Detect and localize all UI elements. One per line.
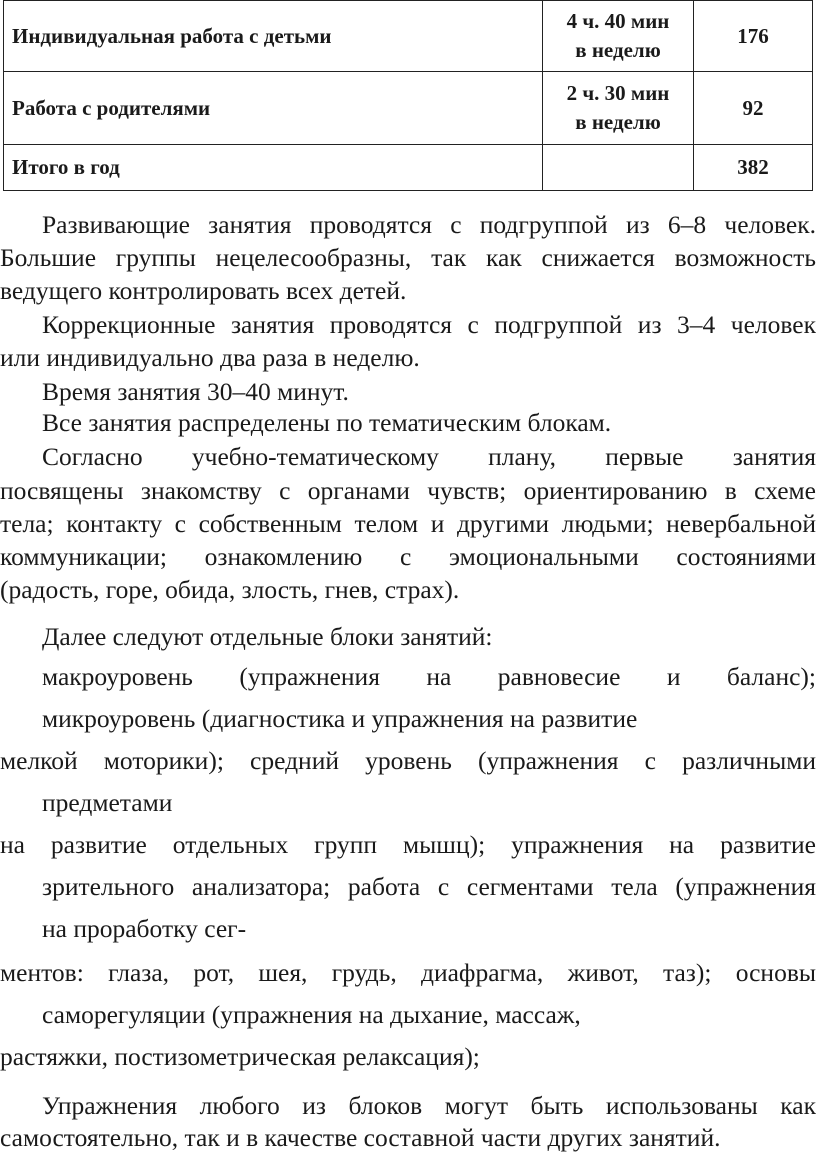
row-name: Итого в год <box>4 145 543 191</box>
text-line: самостоятельно, так и в качестве составной части других занятий. <box>0 1123 721 1152</box>
text-line: ментов: глаза, рот, шея, грудь, диафрагма, живот, таз); основы <box>0 958 816 987</box>
table-row <box>4 145 813 191</box>
text-line: коммуникации; ознакомлению с эмоциональными состояниями <box>0 542 816 571</box>
text-line: зрительного анализатора; работа с сегментами тела (упражнения <box>42 872 816 901</box>
row-hours <box>543 145 694 191</box>
hours-table <box>3 0 813 191</box>
text-line: макроуровень (упражнения на равновесие и баланс); <box>42 662 816 691</box>
text-line: посвящены знакомству с органами чувств; ориентированию в схеме <box>0 476 816 505</box>
row-name: Работа с родителями <box>4 72 543 145</box>
text-line: микроуровень (диагностика и упражнения на развитие <box>42 704 638 733</box>
text-line: Далее следуют отдельные блоки занятий: <box>42 622 493 651</box>
text-line: Большие группы нецелесообразны, так как снижается возможность <box>0 243 816 272</box>
text-line: саморегуляции (упражнения на дыхание, массаж, <box>42 1000 581 1029</box>
text-line: ведущего контролировать всех детей. <box>0 276 407 305</box>
text-line: Развивающие занятия проводятся с подгруппой из 6–8 человек. <box>42 210 816 239</box>
text-line: Все занятия распределены по тематическим блокам. <box>42 408 612 437</box>
text-line: на проработку сег- <box>42 914 247 943</box>
row-name: Индивидуальная работа с детьми <box>4 1 543 72</box>
text-line: растяжки, постизометрическая релаксация); <box>0 1042 480 1071</box>
text-line: предметами <box>42 788 173 817</box>
text-line: Согласно учебно-тематическому плану, первые занятия <box>42 442 816 471</box>
table-row <box>4 72 813 145</box>
text-line: Упражнения любого из блоков могут быть использованы как <box>42 1091 816 1120</box>
row-total: 176 <box>694 1 813 72</box>
text-line: или индивидуально два раза в неделю. <box>0 343 420 372</box>
row-total: 382 <box>694 145 813 191</box>
row-total: 92 <box>694 72 813 145</box>
text-line: на развитие отдельных групп мышц); упражнения на развитие <box>0 830 816 859</box>
row-hours: 2 ч. 30 мин в неделю <box>543 72 694 145</box>
text-line: мелкой моторики); средний уровень (упражнения с различными <box>0 746 816 775</box>
table-row <box>4 1 813 72</box>
row-hours: 4 ч. 40 мин в неделю <box>543 1 694 72</box>
text-line: Время занятия 30–40 минут. <box>42 377 349 406</box>
text-line: тела; контакту с собственным телом и другими людьми; невербальной <box>0 509 816 538</box>
text-line: Коррекционные занятия проводятся с подгруппой из 3–4 человек <box>42 310 816 339</box>
text-line: (радость, горе, обида, злость, гнев, страх). <box>0 575 460 604</box>
